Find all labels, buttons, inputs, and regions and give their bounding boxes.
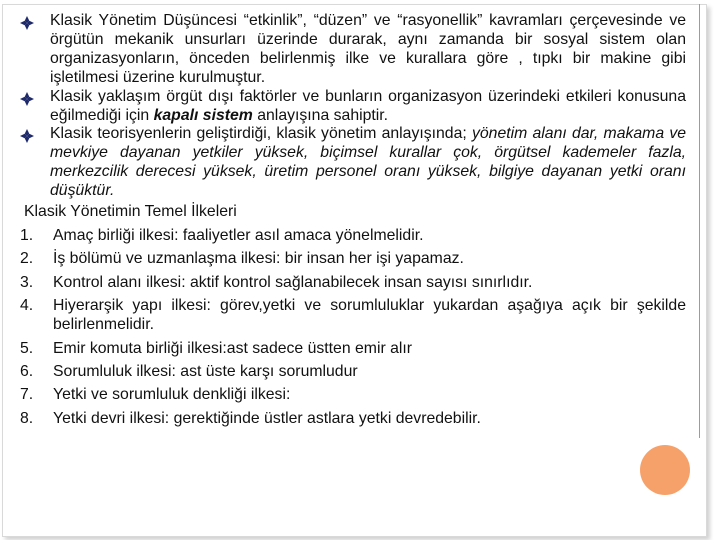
principle-number: 1.: [20, 226, 34, 244]
principle-text: Kontrol alanı ilkesi: aktif kontrol sağlanabilecek insan sayısı sınırlıdır.: [53, 273, 533, 291]
principle-number: 4.: [20, 297, 34, 315]
principle-item: [20, 297, 686, 335]
diamond-bullet-icon: [20, 16, 34, 30]
principle-number: 8.: [20, 409, 34, 427]
principle-item: [20, 227, 686, 246]
principle-number: 6.: [20, 362, 34, 380]
principle-text: Amaç birliği ilkesi: faaliyetler asıl amaca yönelmelidir.: [53, 226, 424, 244]
principle-number: 3.: [20, 273, 34, 291]
bullet-2-emphasis: kapalı sistem: [153, 106, 253, 124]
bullet-paragraph-1: [20, 12, 686, 88]
principle-text: Emir komuta birliği ilkesi:ast sadece üstten emir alır: [53, 339, 413, 357]
principle-number: 5.: [20, 339, 34, 357]
principle-number: 2.: [20, 250, 34, 268]
principle-text: Yetki devri ilkesi: gerektiğinde üstler astlara yetki devredebilir.: [53, 409, 481, 427]
principle-text: Yetki ve sorumluluk denkliği ilkesi:: [53, 386, 291, 404]
principle-text: Hiyerarşik yapı ilkesi: görev,yetki ve sorumluluklar yukardan aşağıya açık bir şekilde belirlenmelidir.: [53, 297, 686, 334]
principle-text: Sorumluluk ilkesi: ast üste karşı sorumludur: [53, 362, 358, 380]
diamond-bullet-icon: [20, 129, 34, 143]
bullet-paragraph-2: [20, 88, 686, 126]
principle-item: [20, 363, 686, 382]
principle-item: [20, 410, 686, 429]
principle-number: 7.: [20, 386, 34, 404]
slide-side-line: [699, 4, 700, 438]
slide-content: [20, 12, 686, 429]
principle-item: [20, 340, 686, 359]
bullet-2-text-end: anlayışına sahiptir.: [252, 106, 389, 124]
decorative-orange-circle: [640, 445, 690, 495]
bullet-3-italic-text: yönetim alanı dar, makama ve mevkiye dayanan yetkiler yüksek, biçimsel kurallar çok, örgütsel kademeler fazla, merkezcilik derecesi yüksek, üretim personel oranı yüksek, bilgiye dayanan yetki oranı düşüktür.: [50, 125, 686, 200]
principles-heading: Klasik Yönetimin Temel İlkeleri: [24, 203, 237, 221]
bullet-2-text: Klasik yaklaşım örgüt dışı faktörler ve bunların organizasyon üzerindeki etkileri konusuna eğilmediği için: [50, 87, 686, 124]
diamond-bullet-icon: [20, 92, 34, 106]
principle-item: [20, 250, 686, 269]
bullet-3-text: Klasik teorisyenlerin geliştirdiği, klasik yönetim anlayışında;: [50, 125, 472, 143]
bullet-paragraph-3: [20, 125, 686, 201]
principle-item: [20, 274, 686, 293]
bullet-1-text: Klasik Yönetim Düşüncesi “etkinlik”, “düzen” ve “rasyonellik” kavramları çerçevesinde ve örgütün mekanik unsurları üzerinde durarak, aynı zamanda bir sosyal sistem olan organizasyonların, önceden belirlenmiş ilke ve kurallara göre , tıpkı bir makine gibi işletilmesi üzerine kurulmuştur.: [50, 12, 686, 86]
principle-text: İş bölümü ve uzmanlaşma ilkesi: bir insan her işi yapamaz.: [53, 250, 464, 268]
principle-item: [20, 386, 686, 405]
